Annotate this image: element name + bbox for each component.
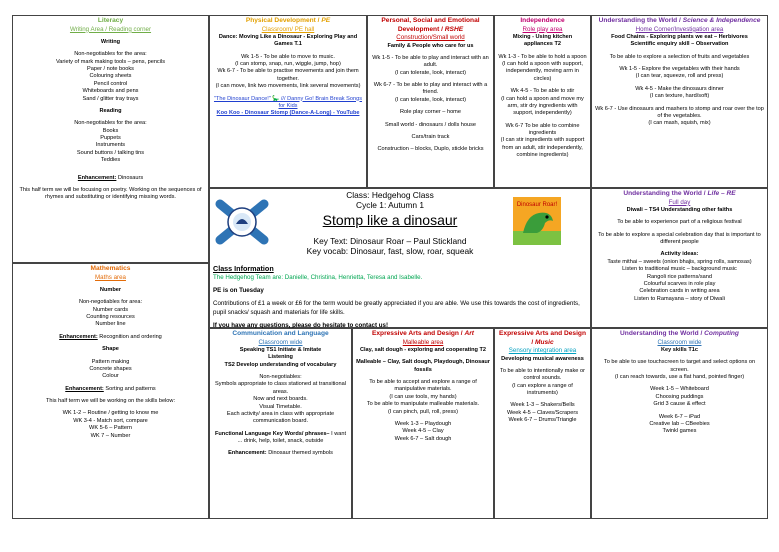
fl-value: I want ... drink, help, toilet, snack, outside xyxy=(237,430,347,445)
pshe-line: Wk 6-7 - To be able to play and interact with a friend. xyxy=(373,82,488,96)
music-heading: Developing musical awareness xyxy=(501,355,584,362)
independence-line: (I can hold a spoon and move my arm, stir dry ingredients with support, independently) xyxy=(501,95,584,117)
uw-life-panel xyxy=(591,188,768,328)
nn-heading: Non-negotiables: xyxy=(259,374,302,381)
computing-title-text: Understanding the World / xyxy=(620,330,705,337)
writing-intro: Non-negotiables for the area: xyxy=(74,51,147,58)
computing-heading: Key skills T1c xyxy=(660,346,698,353)
school-logo xyxy=(214,194,270,250)
independence-line: (I can stir ingredients with support from an adult, stir independently, combine ingredients) xyxy=(500,137,585,159)
physical-title xyxy=(213,17,363,26)
list-item: Week 1-5 – Whiteboard xyxy=(650,386,709,393)
pshe-title xyxy=(371,17,490,34)
art-title xyxy=(356,330,490,339)
number-intro: Non-negotiables for area: xyxy=(78,299,143,306)
enhancement-value: Dinosaurs xyxy=(116,174,144,181)
maths-enhancement-2 xyxy=(16,386,205,393)
nn-line: Symbols appropriate to class stationed at transitional areas. xyxy=(215,381,346,395)
list-item: Number cards xyxy=(92,306,129,313)
list-item: Taste mithai – sweets (onion bhajis, spring rolls, samosas) xyxy=(607,258,752,265)
uw-science-heading-2: Scientific enquiry skill – Observation xyxy=(630,41,729,48)
list-item: Celebration cards in writing area xyxy=(639,288,720,295)
maths-enhancement-1 xyxy=(16,334,205,341)
literacy-title: Literacy xyxy=(97,17,124,24)
class-information xyxy=(213,264,593,331)
list-item: Variety of mark making tools – pens, pencils xyxy=(55,58,166,65)
pshe-line: Wk 1-5 - To be able to play and interact with an adult. xyxy=(372,54,489,69)
list-item: Week 1-3 – Playdough xyxy=(394,420,452,427)
list-item: Week 4-5 – Claves/Scrapers xyxy=(506,409,579,416)
info-heading: Class Information xyxy=(213,264,274,273)
list-item: Week 6-7 – iPad xyxy=(658,413,701,420)
music-line: To be able to intentionally make or control sounds. xyxy=(500,367,585,382)
art-line: (I can use tools, my hands) xyxy=(389,393,457,400)
art-line: To be able to accept and explore a range of manipulative materials. xyxy=(369,379,477,393)
enhancement-label: Enhancement: xyxy=(65,385,104,392)
communication-subtitle: Classroom wide xyxy=(258,338,303,346)
uw-science-line: (I can texture, hard/soft) xyxy=(649,93,710,100)
pshe-heading: Family & People who care for us xyxy=(387,42,474,49)
computing-panel xyxy=(591,328,768,519)
art-line: (I can pinch, pull, roll, press) xyxy=(388,408,458,415)
independence-line: Wk 4-5 - To be able to stir xyxy=(510,88,575,95)
music-line: (I can explore a range of instruments) xyxy=(512,382,573,397)
pe-day: PE is on Tuesday xyxy=(213,287,264,295)
list-item: Pencil control xyxy=(93,80,128,87)
uw-life-title-text: Understanding the World / xyxy=(623,190,708,197)
music-title-em: Music xyxy=(534,338,554,346)
independence-subtitle: Role play area xyxy=(522,25,563,33)
uw-life-line: To be able to experience part of a religious festival xyxy=(617,219,742,226)
uw-science-title-text: Understanding the World / xyxy=(598,17,683,24)
uw-science-line: (I can tear, squeeze, roll and press) xyxy=(635,73,724,80)
physical-title-em: PE xyxy=(321,17,331,24)
list-item: Number line xyxy=(95,321,126,328)
uw-science-panel xyxy=(591,15,768,188)
book-title: Dinosaur Roar! xyxy=(516,202,558,208)
list-item: Sound buttons / talking tins xyxy=(76,149,145,156)
uw-life-subtitle: Full day xyxy=(668,198,691,206)
pshe-panel xyxy=(367,15,494,188)
uw-science-title xyxy=(595,17,764,26)
reading-intro: Non-negotiables for the area: xyxy=(74,120,147,127)
communication-heading-2: Listening xyxy=(268,354,293,361)
uw-life-line: To be able to explore a special celebration day that is important to different people xyxy=(598,231,761,246)
list-item: WK 5-6 – Pattern xyxy=(89,425,132,432)
fl-label: Functional Language Key Words/ phrases– xyxy=(214,430,330,437)
number-heading: Number xyxy=(99,286,122,293)
communication-panel xyxy=(209,328,352,519)
dinosaur-dance-link[interactable]: "The Dinosaur Dance!" 🦕 /// Danny Go! Brain Break Songs for Kids xyxy=(213,95,363,109)
uw-science-subtitle: Home Corner/Investigation area xyxy=(635,25,724,33)
functional-language xyxy=(213,431,348,446)
writing-heading: Writing xyxy=(100,38,121,45)
contact-line: If you have any questions, please do hesitate to contact us! xyxy=(213,322,389,330)
physical-line: Wk 1-5 - To be able to move to music. xyxy=(241,53,335,60)
cycle-line: Cycle 1: Autumn 1 xyxy=(356,200,424,210)
physical-title-text: Physical Development / xyxy=(245,17,322,24)
list-item: Creative lab – CBeebies xyxy=(649,420,710,427)
list-item: WK 1-2 – Routine / getting to know me xyxy=(62,410,159,417)
contributions: Contributions of £1 a week or £6 for the term would be greatly appreciated if you are able. We use this towards the cost of ingredients, pupil snacks/ squash and materials for life skills. xyxy=(213,300,580,316)
uw-life-title-em: Life – RE xyxy=(707,190,736,197)
literacy-panel xyxy=(12,15,209,263)
art-panel xyxy=(352,328,494,519)
communication-title: Communication and Language xyxy=(232,330,329,337)
list-item: Rangoli rice patterns/sand xyxy=(647,273,712,280)
enhancement-value: Sorting and patterns xyxy=(103,385,156,392)
list-item: Whiteboards and pens xyxy=(82,88,139,95)
literacy-subtitle: Writing Area / Reading corner xyxy=(69,25,152,33)
key-text: Key Text: Dinosaur Roar – Paul Stickland xyxy=(313,236,467,246)
independence-line: Wk 1-3 - To be able to hold a spoon xyxy=(498,53,587,60)
physical-line: Wk 6-7 - To be able to practise movements and join them together. xyxy=(217,68,359,82)
enhancement-label: Enhancement: xyxy=(59,333,98,340)
list-item: Listen to traditional music – background music xyxy=(622,266,737,273)
list-item: Week 4-5 – Clay xyxy=(402,428,444,435)
list-item: Listen to Ramayana – story of Diwali xyxy=(634,295,725,302)
list-item: Instruments xyxy=(95,142,126,149)
independence-line: (I can hold a spoon with support, independently, moving arm in circles) xyxy=(502,61,583,82)
communication-enhancement xyxy=(213,450,348,457)
pshe-title-text: Personal, Social and Emotional Development / xyxy=(381,17,480,33)
nn-line: Each activity/ area in class with appropriate communication board. xyxy=(226,410,335,425)
list-item: Puppets xyxy=(100,135,121,142)
list-item: WK 7 – Number xyxy=(90,432,131,439)
list-item: Concrete shapes xyxy=(89,365,132,372)
communication-heading-3: TS2 Develop understanding of vocabulary xyxy=(224,361,337,368)
physical-panel xyxy=(209,15,367,188)
list-item: Twinkl games xyxy=(662,428,697,435)
physical-heading: Dance: Moving Like a Dinosaur - Exploring Play and Games T.1 xyxy=(218,33,358,48)
list-item: Week 6-7 – Salt dough xyxy=(394,435,452,442)
literacy-enhancement xyxy=(16,175,205,182)
uw-life-heading: Diwali – TS4 Understanding other faiths xyxy=(626,206,733,213)
list-item: Colourful scarves in role play xyxy=(643,280,716,287)
enhancement-label: Enhancement: xyxy=(228,450,267,457)
list-item: Counting resources xyxy=(86,314,135,321)
uw-science-line: Wk 4-5 - Make the dinosaurs dinner xyxy=(635,85,724,92)
art-heading: Clay, salt dough - exploring and cooperating T2 xyxy=(359,346,487,353)
list-item: Colouring sheets xyxy=(89,73,132,80)
art-line: Malleable – Clay, Salt dough, Playdough, Dinosaur fossils xyxy=(356,359,490,373)
computing-line: To be able to use touchscreen to target and select options on screen. xyxy=(603,359,756,373)
uw-science-line: Wk 6-7 - Use dinosaurs and mashers to stomp and roar over the top of the vegetables. xyxy=(595,105,764,119)
maths-subtitle: Maths area xyxy=(95,273,126,281)
independence-title: Independence xyxy=(520,17,565,24)
shape-heading: Shape xyxy=(102,346,119,353)
list-item: Week 6-7 – Drums/Triangle xyxy=(508,417,577,424)
maths-panel xyxy=(12,263,209,519)
literacy-focus: This half term we will be focusing on poetry. Working on the sequences of rhymes and substituting or identifying missing words. xyxy=(19,186,202,201)
reading-heading: Reading xyxy=(99,107,122,114)
list-item: Week 1-3 – Shakers/Bells xyxy=(510,402,575,409)
nn-line: Now and next boards. xyxy=(253,396,308,403)
dinosaur-stomp-link[interactable]: Koo Koo - Dinosaur Stomp (Dance-A-Long) - YouTube xyxy=(216,110,360,117)
art-line: To be able to manipulate malleable materials. xyxy=(366,401,480,408)
list-item: Pattern making xyxy=(91,358,130,365)
physical-line: (I can stomp, snap, run, wiggle, jump, hop) xyxy=(235,61,341,68)
art-subtitle: Malleable area xyxy=(402,338,444,346)
pshe-line: (I can tolerate, look, interact) xyxy=(395,96,466,103)
pshe-line: Construction – blocks, Duplo, stickle bricks xyxy=(377,146,484,153)
physical-subtitle: Classroom/ PE hall xyxy=(261,25,315,33)
enhancement-label: Enhancement: xyxy=(77,174,117,181)
book-cover-image xyxy=(513,197,561,245)
pshe-title-em: RSHE xyxy=(444,25,464,33)
music-subtitle: Sensory integration area xyxy=(508,347,577,355)
team-line: The Hedgehog Team are: Danielle, Christina, Henrietta, Teresa and Isabelle. xyxy=(213,273,423,281)
music-panel xyxy=(494,328,591,519)
uw-science-title-em: Science & Independence xyxy=(682,17,761,24)
uw-science-line: (I can mash, squish, mix) xyxy=(648,120,711,127)
independence-panel xyxy=(494,15,591,188)
enhancement-value: Dinosaur themed symbols xyxy=(266,450,333,457)
pshe-line: Cars/train track xyxy=(411,133,450,140)
art-title-em: Art xyxy=(464,330,474,337)
maths-title: Mathematics xyxy=(90,265,131,272)
computing-line: (I can reach towards, use a flat hand, pointed finger) xyxy=(614,374,745,381)
list-item: WK 3-4 - Match sort, compare xyxy=(73,417,148,424)
class-title-block xyxy=(270,190,510,256)
list-item: Grid 3 cause & effect xyxy=(653,401,706,408)
list-item: Paper / note books xyxy=(87,66,134,73)
music-title-text: Expressive Arts and Design / xyxy=(499,330,586,346)
pshe-line: Small world - dinosaurs / dolls house xyxy=(384,121,477,128)
uw-science-heading-1: Food Chains - Exploring plants we eat – Herbivores xyxy=(611,33,748,40)
independence-line: Wk 6-7 To be able to combine ingredients xyxy=(505,122,580,137)
physical-line: (I can move, link two movements, link several movements) xyxy=(215,83,361,90)
communication-heading-1: Speaking TS1 Initiate & Imitate xyxy=(239,346,322,353)
computing-title-em: Computing xyxy=(704,330,739,337)
skills-intro: This half term we will be working on the skills below: xyxy=(45,398,176,405)
topic-title: Stomp like a dinosaur xyxy=(322,212,458,228)
pshe-line: Role play corner – home xyxy=(400,109,461,116)
music-title xyxy=(498,330,587,347)
enhancement-value: Recognition and ordering xyxy=(97,333,162,340)
nn-line: Visual Timetable. xyxy=(259,403,302,410)
pshe-subtitle: Construction/Small world xyxy=(396,34,465,42)
uw-science-line: To be able to explore a selection of fruits and vegetables xyxy=(609,53,750,60)
pshe-line: (I can tolerate, look, interact) xyxy=(395,69,466,76)
list-item: Colour xyxy=(102,373,119,380)
uw-science-line: Wk 1-5 - Explore the vegetables with their hands xyxy=(619,66,740,73)
list-item: Sand / glitter tray trays xyxy=(82,95,139,102)
list-item: Books xyxy=(102,127,119,134)
list-item: Choosing puddings xyxy=(655,393,704,400)
key-vocab: Key vocab: Dinosaur, fast, slow, roar, squeak xyxy=(306,246,474,256)
uw-life-title xyxy=(595,190,764,199)
computing-title xyxy=(595,330,764,339)
art-title-text: Expressive Arts and Design / xyxy=(371,330,465,337)
computing-subtitle: Classroom wide xyxy=(657,338,702,346)
ideas-heading: Activity ideas: xyxy=(660,251,699,258)
class-line: Class: Hedgehog Class xyxy=(346,190,434,200)
list-item: Teddies xyxy=(100,157,121,164)
independence-heading: Mixing - Using kitchen appliances T2 xyxy=(512,33,573,48)
